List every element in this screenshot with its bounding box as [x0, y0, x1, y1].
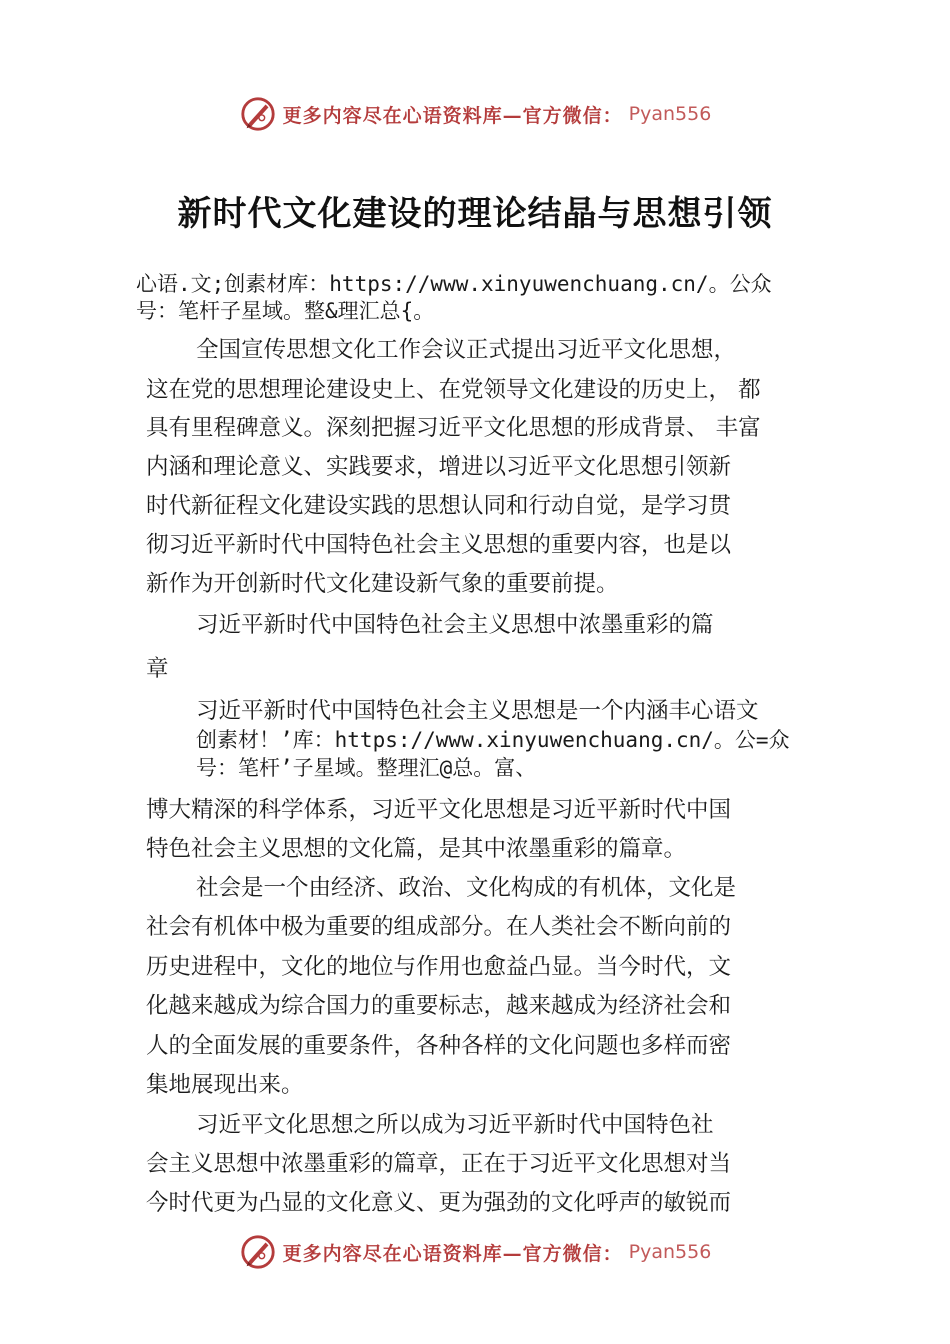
- paragraph-line: 新作为开创新时代文化建设新气象的重要前提。: [146, 571, 619, 597]
- paragraph-line: 时代新征程文化建设实践的思想认同和行动自觉，是学习贯: [146, 493, 732, 519]
- banner-text: 更多内容尽在心语资料库—官方微信：: [282, 1242, 623, 1265]
- source-note-line: 号：笔杆子星域。整&理汇总{。: [136, 299, 435, 323]
- paragraph-line: 今时代更为凸显的文化意义、更为强劲的文化呼声的敏锐而: [146, 1190, 732, 1216]
- paragraph-line: 化越来越成为综合国力的重要标志，越来越成为经济社会和: [146, 993, 732, 1019]
- wechat-id: Pyan556: [628, 1241, 712, 1263]
- document-title: 新时代文化建设的理论结晶与思想引领: [177, 194, 773, 234]
- paragraph-line: 社会有机体中极为重要的组成部分。在人类社会不断向前的: [146, 914, 732, 940]
- paragraph-line: 彻习近平新时代中国特色社会主义思想的重要内容，也是以: [146, 532, 732, 558]
- inline-note-line: 号：笔杆’子星域。整理汇@总。富、: [196, 756, 537, 780]
- header-banner: [0, 94, 950, 134]
- pen-logo-icon: [239, 1233, 277, 1271]
- paragraph-line: 习近平文化思想之所以成为习近平新时代中国特色社: [196, 1112, 714, 1138]
- paragraph-line: 历史进程中，文化的地位与作用也愈益凸显。当今时代，文: [146, 954, 732, 980]
- footer-banner: [0, 1232, 950, 1272]
- paragraph-line: 具有里程碑意义。深刻把握习近平文化思想的形成背景、 丰富: [146, 415, 761, 441]
- paragraph-line: 内涵和理论意义、实践要求，增进以习近平文化思想引领新: [146, 454, 732, 480]
- paragraph-line: 人的全面发展的重要条件，各种各样的文化问题也多样而密: [146, 1033, 732, 1059]
- paragraph-line: 这在党的思想理论建设史上、在党领导文化建设的历史上， 都: [146, 377, 761, 403]
- paragraph-line: 社会是一个由经济、政治、文化构成的有机体，文化是: [196, 875, 737, 901]
- paragraph-line: 博大精深的科学体系，习近平文化思想是习近平新时代中国: [146, 797, 732, 823]
- wechat-id: Pyan556: [628, 103, 712, 125]
- banner-text: 更多内容尽在心语资料库—官方微信：: [282, 104, 623, 127]
- paragraph-line: 全国宣传思想文化工作会议正式提出习近平文化思想，: [196, 337, 737, 363]
- paragraph-line: 会主义思想中浓墨重彩的篇章，正在于习近平文化思想对当: [146, 1151, 732, 1177]
- inline-note-line: 创素材！’库：https://www.xinyuwenchuang.cn/。公=众: [196, 728, 790, 752]
- paragraph-line: 特色社会主义思想的文化篇，是其中浓墨重彩的篇章。: [146, 836, 687, 862]
- section-heading: 章: [146, 656, 169, 682]
- section-heading: 习近平新时代中国特色社会主义思想中浓墨重彩的篇: [196, 612, 714, 638]
- paragraph-line: 集地展现出来。: [146, 1072, 304, 1098]
- pen-logo-icon: [239, 95, 277, 133]
- inline-note-line: 习近平新时代中国特色社会主义思想是一个内涵丰心语文: [196, 698, 759, 724]
- source-note-line: 心语.文;创素材库：https://www.xinyuwenchuang.cn/。公众: [136, 272, 772, 296]
